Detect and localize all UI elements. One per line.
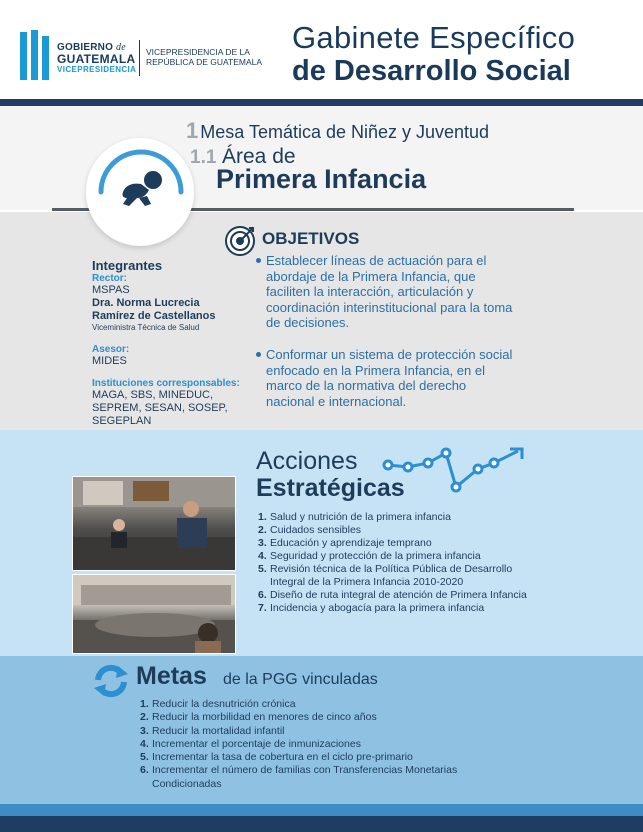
meeting-photo-scene <box>73 477 236 571</box>
item-text: Salud y nutrición de la primera infancia <box>270 511 451 523</box>
item-number: 5. <box>258 563 267 575</box>
item-text: Seguridad y protección de la primera infancia <box>270 550 481 562</box>
integrantes-block <box>92 258 242 428</box>
objetivo-item <box>256 347 518 409</box>
item-number: 3. <box>140 724 149 737</box>
header-divider <box>0 99 643 106</box>
metas-title: Metas <box>136 662 207 690</box>
item-text: Reducir la mortalidad infantil <box>152 724 285 737</box>
item-number: 7. <box>258 602 267 614</box>
acciones-title: Acciones <box>256 447 358 475</box>
objetivo-text: Conformar un sistema de protección social enfocado en la Primera Infancia, en el marco de la normativa del derecho nacional e internacional. <box>266 347 513 409</box>
corresponsables-list: MAGA, SBS, MINEDUC, SEPREM, SESAN, SOSEP, SEGEPLAN <box>92 389 228 427</box>
list-item <box>258 589 548 602</box>
item-text: Incrementar el porcentaje de inmunizaciones <box>152 737 361 750</box>
item-number: 1. <box>140 698 149 710</box>
list-item <box>258 537 548 550</box>
asesor-label: Asesor: <box>92 344 130 355</box>
logo-line3: VICEPRESIDENCIA <box>57 65 137 74</box>
mesa-number: 1 <box>186 118 199 143</box>
baby-icon <box>93 140 189 236</box>
rector-name: Dra. Norma Lucrecia Ramírez de Castellanos <box>92 297 216 322</box>
item-text: Incidencia y abogacía para la primera infancia <box>270 602 485 614</box>
rector-role: Viceministra Técnica de Salud <box>92 323 200 332</box>
page-title-line2: de Desarrollo Social <box>292 55 571 87</box>
objetivo-text: Establecer líneas de actuación para el abordaje de la Primera Infancia, que faciliten la interacción, articulación y coordinación interinstitucional para la toma de decisiones. <box>266 253 513 330</box>
list-item <box>140 725 460 738</box>
item-number: 6. <box>140 764 149 777</box>
item-number: 2. <box>258 524 267 536</box>
item-number: 4. <box>258 550 267 562</box>
objetivos-title: OBJETIVOS <box>262 229 360 248</box>
list-item <box>140 764 460 791</box>
vicepresidencia-label: VICEPRESIDENCIA DE LA REPÚBLICA DE GUATEMALA <box>146 47 263 67</box>
corresponsables-label: Instituciones corresponsables: <box>92 378 240 389</box>
area-title: Primera Infancia <box>216 164 427 194</box>
page-title-line1: Gabinete Específico <box>292 20 576 55</box>
metas-subtitle: de la PGG vinculadas <box>223 671 378 688</box>
asesor-institution: MIDES <box>92 355 127 367</box>
meeting-photo <box>72 574 236 654</box>
item-number: 3. <box>258 537 267 549</box>
list-item <box>140 698 460 711</box>
logo-line2: GUATEMALA <box>57 52 136 66</box>
item-text: Revisión técnica de la Política Pública de Desarrollo Integral de la Primera Infancia 2010-2020 <box>270 563 513 588</box>
item-number: 6. <box>258 589 267 601</box>
list-item <box>140 738 460 751</box>
meeting-photo <box>72 476 236 571</box>
rector-label: Rector: <box>92 273 128 284</box>
list-item <box>258 602 548 615</box>
item-text: Educación y aprendizaje temprano <box>270 537 432 549</box>
list-item <box>140 711 460 724</box>
target-icon <box>224 225 256 257</box>
item-text: Incrementar la tasa de cobertura en el ciclo pre-primario <box>152 751 413 764</box>
item-text: Diseño de ruta integral de atención de Primera Infancia <box>270 589 527 601</box>
acciones-list <box>258 511 548 615</box>
list-item <box>258 563 548 589</box>
objetivo-item <box>256 253 518 331</box>
list-item <box>258 550 548 563</box>
item-number: 4. <box>140 737 149 750</box>
header <box>0 0 643 100</box>
list-item <box>140 751 460 764</box>
rector-institution: MSPAS <box>92 284 130 296</box>
cycle-arrows-icon <box>92 662 130 700</box>
mesa-label: Mesa Temática de Niñez y Juventud <box>200 122 490 142</box>
logo-divider <box>139 40 140 76</box>
integrantes-title: Integrantes <box>92 258 163 273</box>
trend-chart-icon <box>382 443 528 497</box>
mesa-heading <box>186 118 489 144</box>
guatemala-logo-icon <box>20 30 50 80</box>
bullet-icon <box>256 258 261 263</box>
list-item <box>258 511 548 524</box>
area-number: 1.1 <box>190 147 217 168</box>
item-number: 5. <box>140 751 149 764</box>
acciones-title-bold: Estratégicas <box>256 474 405 502</box>
logo-line1: GOBIERNO <box>57 42 114 53</box>
list-item <box>258 524 548 537</box>
meeting-photo-scene <box>73 575 236 654</box>
bullet-icon <box>256 352 261 357</box>
item-text: Reducir la morbilidad en menores de cinco años <box>152 711 377 724</box>
metas-list <box>140 698 460 791</box>
item-text: Cuidados sensibles <box>270 524 362 536</box>
item-number: 1. <box>258 511 267 523</box>
footer-band-dark <box>0 816 643 832</box>
area-label: Área de <box>222 145 296 168</box>
item-text: Incrementar el número de familias con Transferencias Monetarias Condicionadas <box>152 764 458 790</box>
item-number: 2. <box>140 711 149 724</box>
logo-line1-de: de <box>116 42 126 53</box>
item-text: Reducir la desnutrición crónica <box>152 698 296 710</box>
footer-band-light <box>0 804 643 816</box>
logo-text <box>57 42 137 74</box>
